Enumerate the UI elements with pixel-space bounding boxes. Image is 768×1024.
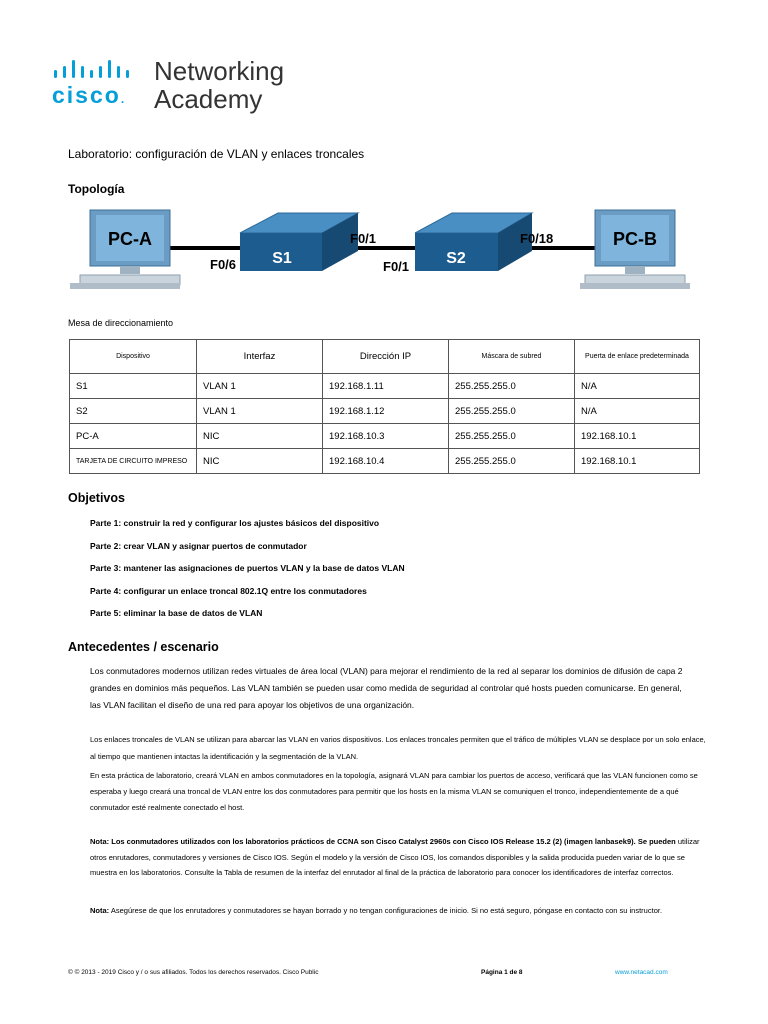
table-header-row [70,340,700,374]
pc-b-icon [580,210,690,289]
cell-interface: NIC [197,449,323,474]
cell-device: PC-A [70,424,197,449]
note-1-label: Nota: [90,837,110,846]
col-header-mask: Máscara de subred [449,340,575,374]
objectives-heading: Objetivos [68,491,125,505]
logo-networking: Networking [154,56,285,86]
footer-copyright: © © 2013 - 2019 Cisco y / o sus afiliados. Todos los derechos reservados. Cisco Public [68,969,319,976]
port-s1-pca: F0/6 [210,257,237,272]
cell-ip: 192.168.10.3 [323,424,449,449]
pc-a-label: PC-A [108,229,152,249]
table-row [70,449,700,474]
cell-device: S2 [70,399,197,424]
cell-interface: VLAN 1 [197,399,323,424]
cell-gateway: N/A [575,399,700,424]
table-row [70,399,700,424]
cell-device: S1 [70,374,197,399]
port-s2-s1: F0/1 [383,259,410,274]
cell-ip: 192.168.1.12 [323,399,449,424]
objective-item: Parte 2: crear VLAN y asignar puertos de conmutador [90,541,307,551]
cell-gateway: 192.168.10.1 [575,449,700,474]
pc-a-icon [70,210,180,289]
cisco-networking-academy-logo [52,56,312,120]
note-2 [90,903,710,919]
cell-ip: 192.168.10.4 [323,449,449,474]
note-2-label: Nota: [90,906,110,915]
background-paragraph-3: En esta práctica de laboratorio, creará VLAN en ambos conmutadores en la topología, asignará VLAN para cambiar los puertos de acceso, verificará que las VLAN funcionen como se esperaba y luego creará una troncal de VLAN entre los dos conmutadores para permitir que los hosts en la misma VLAN se comuniquen el tronco, independientemente de a qué conmutador esté realmente conectado el host. [90,771,698,812]
cell-interface: VLAN 1 [197,374,323,399]
footer-url-link[interactable]: www.netacad.com [615,969,668,976]
background-heading: Antecedentes / escenario [68,640,219,654]
logo-academy: Academy [154,84,263,114]
col-header-gateway: Puerta de enlace predeterminada [575,340,700,374]
topology-diagram [60,205,700,305]
cell-interface: NIC [197,424,323,449]
addressing-table-caption: Mesa de direccionamiento [68,318,174,328]
table-row [70,374,700,399]
cell-mask: 255.255.255.0 [449,374,575,399]
cell-gateway: N/A [575,374,700,399]
note-1-text: utilizar otros enrutadores, conmutadores y versiones de Cisco IOS. Según el modelo y la versión de Cisco IOS, los comandos disponibles y la salida producida pueden variar de lo que se muestra en los laboratorios. Consulte la Tabla de resumen de la interfaz del enrutador al final de la práctica de laboratorio para conocer los identificadores de interfaz correctos. [90,837,700,877]
pc-b-label: PC-B [613,229,657,249]
cell-gateway: 192.168.10.1 [575,424,700,449]
cell-mask: 255.255.255.0 [449,449,575,474]
objective-item: Parte 1: construir la red y configurar los ajustes básicos del dispositivo [90,518,380,528]
footer-page-number: Página 1 de 8 [481,969,523,976]
objective-item: Parte 5: eliminar la base de datos de VLAN [90,608,263,618]
addressing-table [69,339,700,474]
s2-label: S2 [446,250,466,267]
note-2-text: Asegúrese de que los enrutadores y conmutadores se hayan borrado y no tengan configuraciones de inicio. Si no está seguro, póngase en contacto con su instructor. [110,906,663,915]
cell-device: TARJETA DE CIRCUITO IMPRESO [70,449,197,474]
objective-item: Parte 3: mantener las asignaciones de puertos VLAN y la base de datos VLAN [90,563,405,573]
col-header-device: Dispositivo [70,340,197,374]
switch-s1-icon [240,213,358,271]
page-title: Laboratorio: configuración de VLAN y enlaces troncales [68,147,365,161]
note-1 [90,834,710,881]
s1-label: S1 [272,250,292,267]
cisco-wordmark: cisco. [52,82,127,108]
table-row [70,424,700,449]
switch-s2-icon [415,213,532,271]
cell-ip: 192.168.1.11 [323,374,449,399]
topology-heading: Topología [68,182,125,196]
col-header-ip: Dirección IP [323,340,449,374]
objective-item: Parte 4: configurar un enlace troncal 802.1Q entre los conmutadores [90,586,367,596]
col-header-interface: Interfaz [197,340,323,374]
port-s2-pcb: F0/18 [520,231,554,246]
cisco-bars-icon [52,60,144,80]
cell-mask: 255.255.255.0 [449,424,575,449]
port-s1-s2: F0/1 [350,231,377,246]
background-paragraph-2: Los enlaces troncales de VLAN se utilizan para abarcar las VLAN en varios dispositivos. Los enlaces troncales permiten que el tráfico de múltiples VLAN se desplace por un solo enlace, al tiempo que mantienen intactas la identificación y la segmentación de la VLAN. [90,735,706,761]
note-1-bold-text: Los conmutadores utilizados con los laboratorios prácticos de CCNA son Cisco Catalyst 2960s con Cisco IOS Release 15.2 (2) (imagen lanbasek9). Se pueden [111,837,676,846]
cell-mask: 255.255.255.0 [449,399,575,424]
background-paragraph-1: Los conmutadores modernos utilizan redes virtuales de área local (VLAN) para mejorar el rendimiento de la red al separar los dominios de difusión de capa 2 grandes en dominios más pequeños. Las VLAN también se pueden usar como medida de seguridad al controlar qué hosts pueden comunicarse. En general, las VLAN facilitan el diseño de una red para apoyar los objetivos de una organización. [90,666,683,710]
